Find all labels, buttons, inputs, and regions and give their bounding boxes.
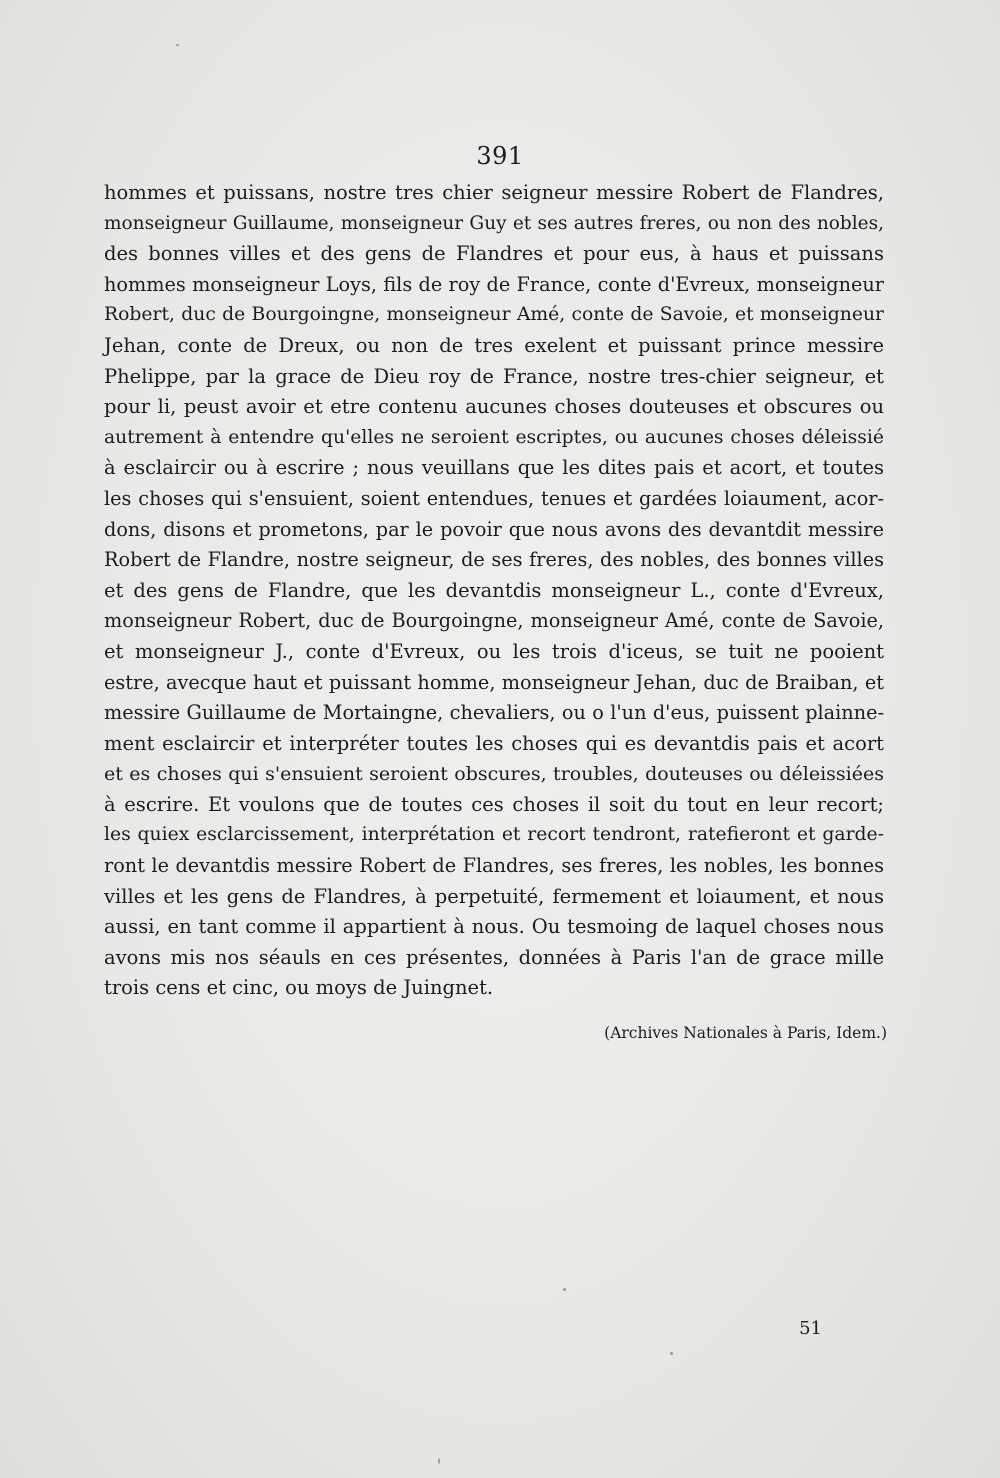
text-line: et es choses qui s'ensuient seroient obscures, troubles, douteuses ou déleissiées xyxy=(104,763,884,786)
text-line: autrement à entendre qu'elles ne seroient escriptes, ou aucunes choses déleissié xyxy=(104,426,884,448)
text-line: à escrire. Et voulons que de toutes ces choses il soit du tout en leur recort; xyxy=(104,792,884,816)
text-line: avons mis nos séauls en ces présentes, données à Paris l'an de grace mille xyxy=(104,945,884,969)
text-line: les quiex esclarcissement, interprétation et recort tendront, ratefieront et garde- xyxy=(104,824,884,846)
text-line: à esclaircir ou à escrire ; nous veuillans que les dites pais et acort, et toutes xyxy=(104,456,884,480)
signature-number: 51 xyxy=(799,1318,822,1339)
text-line: Robert de Flandre, nostre seigneur, de ses freres, des nobles, des bonnes villes xyxy=(104,548,884,572)
source-citation: (Archives Nationales à Paris, Idem.) xyxy=(604,1024,887,1042)
text-line: dons, disons et prometons, par le povoir que nous avons des devantdit messire xyxy=(104,517,884,541)
text-line: estre, avecque haut et puissant homme, monseigneur Jehan, duc de Braiban, et xyxy=(104,670,884,694)
text-line: les choses qui s'ensuient, soient entendues, tenues et gardées loiaument, acor- xyxy=(104,486,884,510)
text-line: ment esclaircir et interpréter toutes les choses qui es devantdis pais et acort xyxy=(104,731,884,755)
text-line: et monseigneur J., conte d'Evreux, ou les trois d'iceus, se tuit ne pooient xyxy=(104,639,884,663)
text-line: villes et les gens de Flandres, à perpetuité, fermement et loiaument, et nous xyxy=(104,884,884,908)
text-line: messire Guillaume de Mortaingne, chevaliers, ou o l'un d'eus, puissent plainne- xyxy=(104,701,884,725)
scan-speck xyxy=(438,1458,440,1464)
text-line: aussi, en tant comme il appartient à nous. Ou tesmoing de laquel choses nous xyxy=(104,915,884,939)
text-line: ront le devantdis messire Robert de Flandres, ses freres, les nobles, les bonnes xyxy=(104,854,884,878)
text-line: des bonnes villes et des gens de Flandres et pour eus, à haus et puissans xyxy=(104,242,884,266)
scan-speck xyxy=(670,1352,673,1355)
text-line: Robert, duc de Bourgoingne, monseigneur Amé, conte de Savoie, et monseigneur xyxy=(104,304,884,326)
text-line: Phelippe, par la grace de Dieu roy de France, nostre tres-chier seigneur, et xyxy=(104,364,884,388)
text-line: monseigneur Robert, duc de Bourgoingne, monseigneur Amé, conte de Savoie, xyxy=(104,609,884,633)
scan-speck xyxy=(563,1288,566,1291)
text-line: et des gens de Flandre, que les devantdis monseigneur L., conte d'Evreux, xyxy=(104,578,884,602)
text-line: monseigneur Guillaume, monseigneur Guy et ses autres freres, ou non des nobles, xyxy=(104,212,884,234)
body-text xyxy=(104,178,884,1004)
text-line: hommes et puissans, nostre tres chier seigneur messire Robert de Flandres, xyxy=(104,181,884,204)
text-line: trois cens et cinc, ou moys de Juingnet. xyxy=(104,976,494,1000)
page-number: 391 xyxy=(476,142,524,170)
text-line: Jehan, conte de Dreux, ou non de tres exelent et puissant prince messire xyxy=(104,333,884,357)
text-line: hommes monseigneur Loys, fils de roy de France, conte d'Evreux, monseigneur xyxy=(104,272,884,296)
scan-speck xyxy=(176,44,179,46)
text-line: pour li, peust avoir et etre contenu aucunes choses douteuses et obscures ou xyxy=(104,395,884,419)
